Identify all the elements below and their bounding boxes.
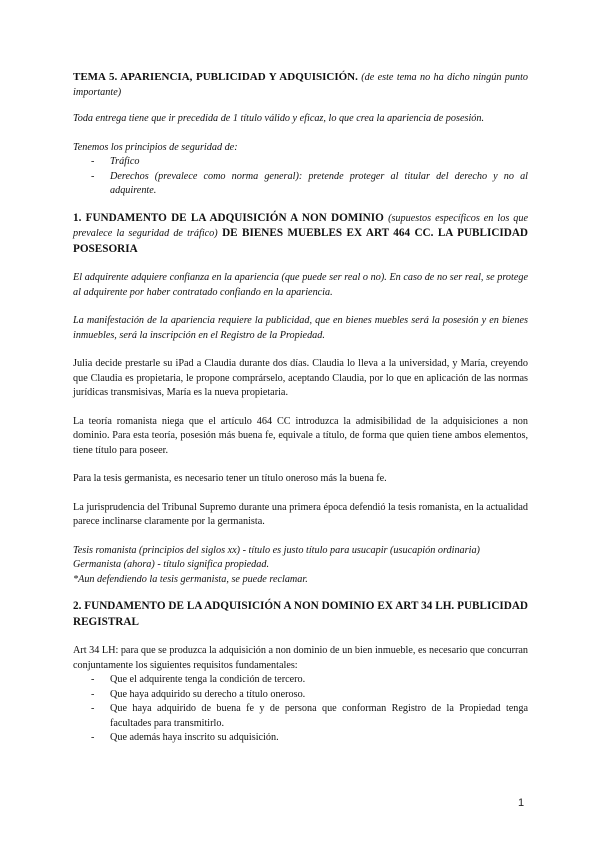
requirement-item: - Que el adquirente tenga la condición de tercero. bbox=[73, 673, 528, 688]
document-body bbox=[73, 70, 528, 746]
intro-paragraph: Toda entrega tiene que ir precedida de 1 título válido y eficaz, lo que crea la apariencia de posesión. bbox=[73, 113, 485, 124]
principles-item: - Tráfico bbox=[73, 155, 528, 170]
section1-paragraph-6: La jurisprudencia del Tribunal Supremo durante una primera época defendió la tesis romanista, en la actualidad parece inclinarse claramente por la germanista. bbox=[73, 501, 528, 527]
section1-note: Tesis romanista (principios del siglos xx) - título es justo título para usucapir (usucapión ordinaria) bbox=[73, 544, 480, 556]
topic-title bbox=[73, 70, 528, 100]
principles-item: - Derechos (prevalece como norma general): pretende proteger al titular del derecho y no al adquirente. bbox=[73, 170, 528, 199]
page-number: 1 bbox=[518, 797, 525, 809]
section1-notes bbox=[73, 544, 528, 588]
principles-lead: Tenemos los principios de seguridad de: bbox=[73, 141, 238, 153]
section1-heading bbox=[73, 211, 528, 258]
section2-requirements-list bbox=[73, 673, 528, 746]
section2-heading: 2. FUNDAMENTO DE LA ADQUISICIÓN A NON DOMINIO EX ART 34 LH. PUBLICIDAD REGISTRAL bbox=[73, 600, 528, 628]
topic-title-main: TEMA 5. APARIENCIA, PUBLICIDAD Y ADQUISICIÓN. bbox=[73, 71, 358, 83]
requirement-item: - Que haya adquirido de buena fe y de persona que conforman Registro de la Propiedad tenga facultades para transmitirlo. bbox=[73, 702, 528, 731]
principles-list bbox=[73, 155, 528, 199]
section1-paragraph-4: La teoría romanista niega que el artículo 464 CC introduzca la admisibilidad de la adquisiciones a non dominio. Para esta teoría, posesión más buena fe, equivale a título, de forma que quien tiene ambos elementos, tiene título para poseer. bbox=[73, 415, 528, 456]
topic-title-note: (de este tema no ha dicho ningún punto importante) bbox=[73, 72, 528, 98]
section1-paragraph-5: Para la tesis germanista, es necesario tener un título oneroso más la buena fe. bbox=[73, 473, 387, 484]
section1-note: *Aun defendiendo la tesis germanista, se puede reclamar. bbox=[73, 573, 308, 585]
section2-lead: Art 34 LH: para que se produzca la adquisición a non dominio de un bien inmueble, es necesario que concurran conjuntamente los siguientes requisitos fundamentales: bbox=[73, 645, 528, 671]
section1-note: Germanista (ahora) - título significa propiedad. bbox=[73, 559, 270, 570]
section1-heading-b: DE BIENES MUEBLES EX ART 464 CC. LA PUBLICIDAD POSESORIA bbox=[73, 227, 529, 255]
requirement-item: - Que haya adquirido su derecho a título oneroso. bbox=[73, 688, 528, 703]
section1-paragraph-3: Julia decide prestarle su iPad a Claudia durante dos días. Claudia lo lleva a la universidad, y María, creyendo que Claudia es propietaria, le propone comprárselo, aceptando Claudia, por lo que en aplicación de las normas jurídicas transmisivas, María es la nueva propietaria. bbox=[73, 358, 528, 398]
requirement-item: - Que además haya inscrito su adquisición. bbox=[73, 731, 528, 746]
section1-paragraph-2: La manifestación de la apariencia requiere la publicidad, que en bienes muebles será la posesión y en bienes inmuebles, será la inscripción en el Registro de la Propiedad. bbox=[73, 315, 528, 341]
section1-paragraph-1: El adquirente adquiere confianza en la apariencia (que puede ser real o no). En caso de no ser real, se protege al adquirente por haber contratado confiando en la apariencia. bbox=[73, 272, 528, 298]
section1-heading-note: (supuestos específicos en los que prevalece la seguridad de tráfico) bbox=[73, 212, 528, 239]
section1-heading-a: 1. FUNDAMENTO DE LA ADQUISICIÓN A NON DOMINIO bbox=[73, 211, 384, 224]
